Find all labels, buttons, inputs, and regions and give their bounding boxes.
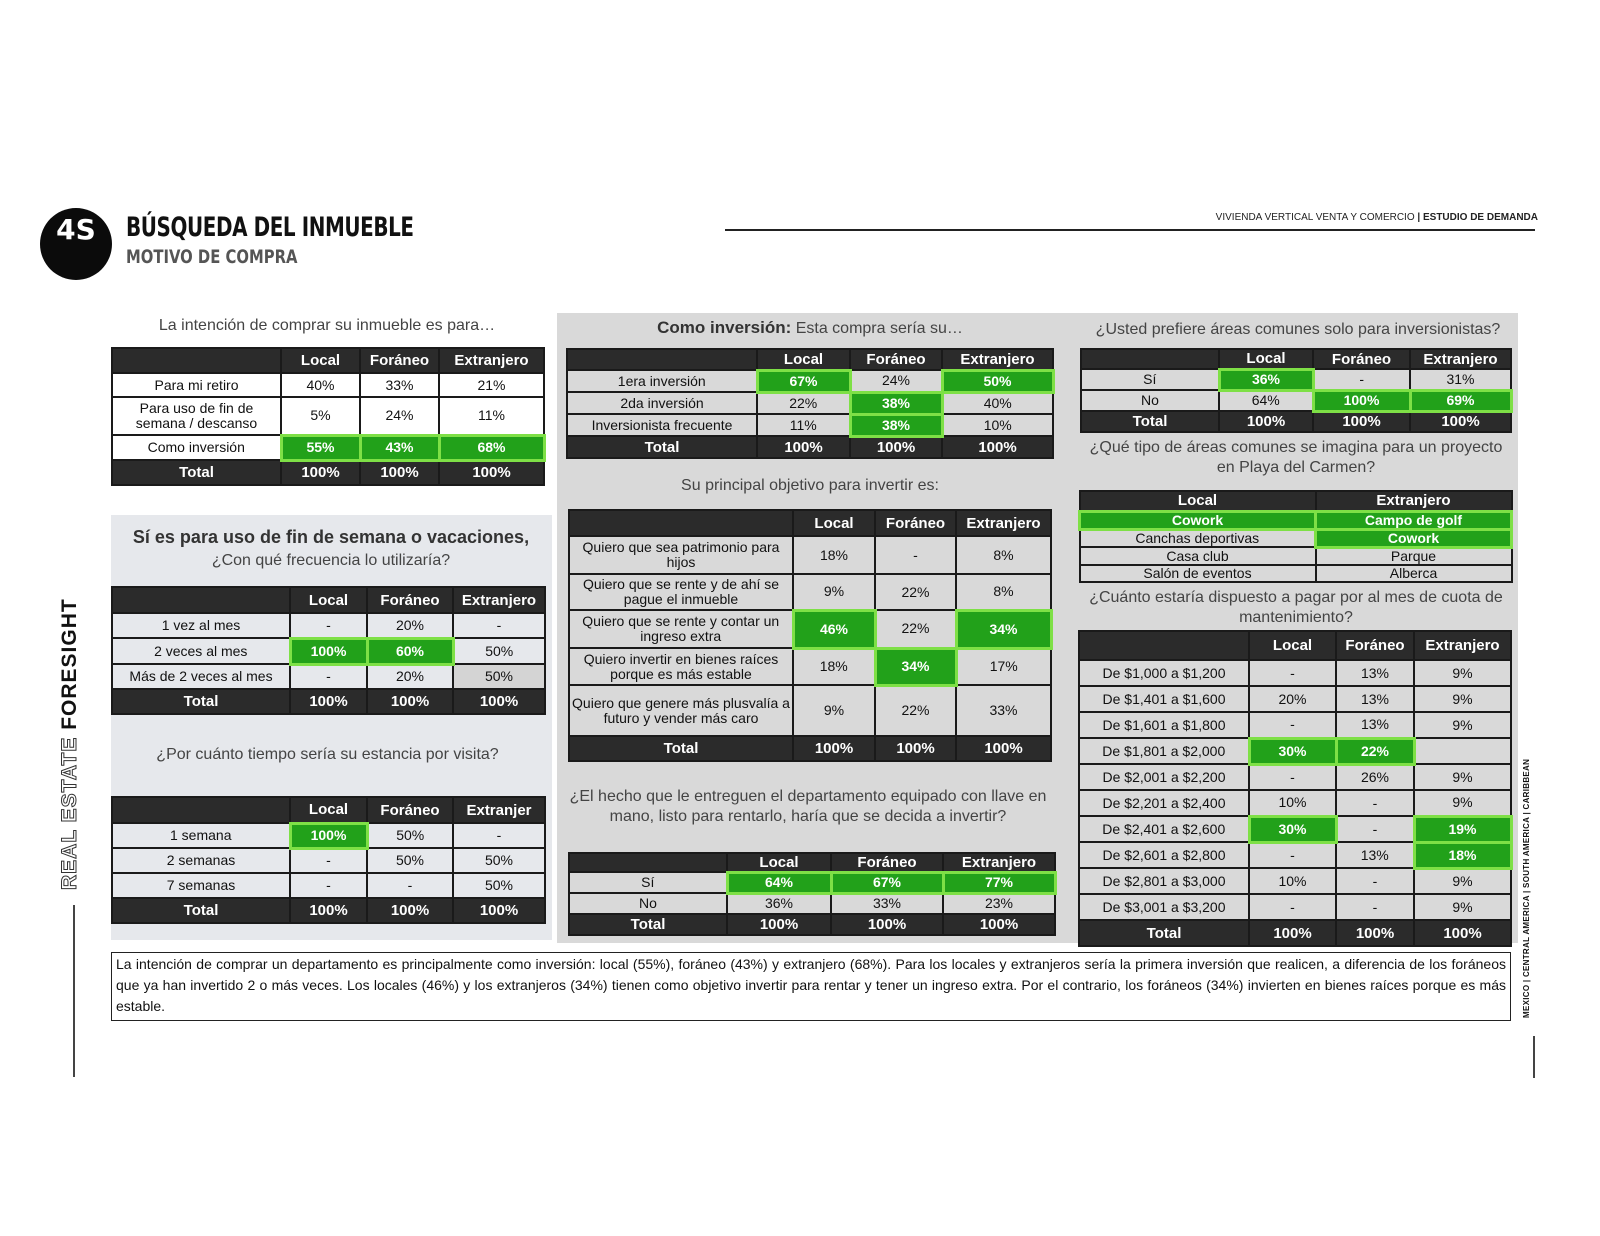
investment-table <box>566 348 1055 459</box>
t1-caption: La intención de comprar su inmueble es para… <box>158 317 496 334</box>
table-cell: - <box>1336 868 1414 894</box>
table-header-row <box>1080 491 1512 511</box>
table-cell: 1era inversión <box>567 370 757 392</box>
table-header-cell: Extranjero <box>956 510 1051 536</box>
table-cell: 100% <box>757 436 850 458</box>
table-cell: Parque <box>1316 547 1512 565</box>
table-row <box>569 536 1051 574</box>
table-cell: - <box>1249 764 1336 790</box>
table-cell: 33% <box>360 373 439 397</box>
table-header-cell: Local <box>757 349 850 370</box>
total-row <box>569 914 1055 935</box>
objective-table <box>568 509 1053 762</box>
table-cell: 50% <box>453 873 545 898</box>
table-cell: No <box>569 893 727 914</box>
table-cell: - <box>1249 712 1336 738</box>
table-cell: Total <box>567 436 757 458</box>
table-cell: 100% <box>367 689 453 714</box>
table-cell: 55% <box>281 435 360 460</box>
total-row <box>1081 411 1511 432</box>
table-cell: Para mi retiro <box>112 373 281 397</box>
table-cell: 30% <box>1249 816 1336 842</box>
table-header-cell <box>112 797 290 823</box>
table-row <box>112 373 544 397</box>
table-cell: Alberca <box>1316 565 1512 582</box>
intention-table <box>111 347 546 486</box>
table-cell: 40% <box>942 392 1053 414</box>
table-cell: 23% <box>943 893 1055 914</box>
table-cell: 60% <box>367 638 453 664</box>
table-cell: De $2,201 a $2,400 <box>1079 790 1249 816</box>
table-header-row <box>112 587 545 613</box>
table-cell: 100% <box>290 823 367 848</box>
table-cell: 100% <box>831 914 943 935</box>
table-cell: - <box>1313 369 1410 390</box>
table-cell: 9% <box>1414 764 1511 790</box>
table-row <box>1079 842 1511 868</box>
table-cell: 1 vez al mes <box>112 613 290 638</box>
table-cell: Quiero que sea patrimonio para hijos <box>569 536 793 574</box>
table-cell: 64% <box>1219 390 1313 411</box>
table-header-row <box>569 510 1051 536</box>
table-row <box>112 613 545 638</box>
t4-caption: Como inversión: Esta compra sería su… <box>657 318 963 337</box>
table-header-cell <box>1079 631 1249 660</box>
table-header-cell: Foráneo <box>1336 631 1414 660</box>
frequency-table <box>111 586 546 715</box>
table-cell: 50% <box>367 823 453 848</box>
table-row <box>1080 529 1512 547</box>
t8-caption: ¿Qué tipo de áreas comunes se imagina para un proyecto en Playa del Carmen? <box>1089 439 1503 476</box>
table-cell: Quiero que se rente y de ahí se pague el inmueble <box>569 574 793 610</box>
table-cell: 8% <box>956 574 1051 610</box>
maintenance-fee-table <box>1078 630 1513 947</box>
table-header-cell: Local <box>1219 349 1313 369</box>
table-cell: 22% <box>875 574 956 610</box>
table-cell: Cowork <box>1316 529 1512 547</box>
t6-caption: ¿El hecho que le entreguen el departamento equipado con llave en mano, listo para rentarlo, haría que se decida a invertir? <box>569 788 1047 825</box>
table-cell: 13% <box>1336 686 1414 712</box>
table-header-cell: Local <box>1249 631 1336 660</box>
t5-caption: Su principal objetivo para invertir es: <box>681 477 939 494</box>
table-cell: 9% <box>1414 686 1511 712</box>
table-cell: 100% <box>290 638 367 664</box>
common-areas-table <box>1078 490 1513 583</box>
table-cell: 100% <box>1249 920 1336 946</box>
table-row <box>569 685 1051 736</box>
total-row <box>112 460 544 485</box>
table-cell: 24% <box>850 370 942 392</box>
table-cell: 2da inversión <box>567 392 757 414</box>
table-cell: 13% <box>1336 660 1414 686</box>
table-cell: Total <box>1079 920 1249 946</box>
table-cell: 9% <box>1414 790 1511 816</box>
table-cell: 69% <box>1410 390 1511 411</box>
table-header-row <box>1079 631 1511 660</box>
table-header-cell: Extranjero <box>1410 349 1511 369</box>
table-header-cell: Extranjero <box>943 853 1055 872</box>
table-header-cell <box>1081 349 1219 369</box>
table-cell: 67% <box>757 370 850 392</box>
table-header-cell <box>567 349 757 370</box>
table-cell: Sí <box>569 872 727 893</box>
table-cell: Quiero que se rente y contar un ingreso extra <box>569 610 793 648</box>
table-row <box>1079 790 1511 816</box>
table-row <box>1079 894 1511 920</box>
table-cell: 100% <box>1219 411 1313 432</box>
table-row <box>1079 712 1511 738</box>
table-cell: 9% <box>1414 660 1511 686</box>
total-row <box>1079 920 1511 946</box>
table-cell: - <box>875 536 956 574</box>
table-header-cell: Foráneo <box>367 797 453 823</box>
table-cell: De $2,001 a $2,200 <box>1079 764 1249 790</box>
table-cell: 36% <box>1219 369 1313 390</box>
table-row <box>1079 686 1511 712</box>
table-header-cell: Extranjero <box>1316 491 1512 511</box>
table-cell: 100% <box>1336 920 1414 946</box>
table-cell: - <box>1336 816 1414 842</box>
table-cell: De $1,000 a $1,200 <box>1079 660 1249 686</box>
table-cell: 2 veces al mes <box>112 638 290 664</box>
table-cell: 9% <box>1414 894 1511 920</box>
table-row <box>112 664 545 689</box>
col-foraneo: Foráneo <box>360 348 439 373</box>
table-cell: 100% <box>1414 920 1511 946</box>
table-header-cell: Extranjero <box>1414 631 1511 660</box>
table-cell: 33% <box>831 893 943 914</box>
table-cell: Total <box>112 689 290 714</box>
total-row <box>112 689 545 714</box>
table-cell: Campo de golf <box>1316 511 1512 529</box>
table-header-cell: Local <box>290 797 367 823</box>
table-cell: 8% <box>956 536 1051 574</box>
table-row <box>569 893 1055 914</box>
col-extranjero: Extranjero <box>439 348 544 373</box>
table-row <box>1079 764 1511 790</box>
col-blank <box>112 348 281 373</box>
table-cell: 100% <box>850 436 942 458</box>
table-cell: 19% <box>1414 816 1511 842</box>
table-cell: 68% <box>439 435 544 460</box>
table-cell: 100% <box>290 689 367 714</box>
table-cell: 38% <box>850 392 942 414</box>
table-cell: 100% <box>1410 411 1511 432</box>
table-cell: 10% <box>1249 790 1336 816</box>
table-cell: Más de 2 veces al mes <box>112 664 290 689</box>
table-cell: - <box>1336 790 1414 816</box>
table-row <box>112 435 544 460</box>
table-cell: 40% <box>281 373 360 397</box>
table-cell: 18% <box>1414 842 1511 868</box>
table-cell: Casa club <box>1080 547 1316 565</box>
table-cell: 7 semanas <box>112 873 290 898</box>
table-cell: Como inversión <box>112 435 281 460</box>
table-cell: 100% <box>1313 411 1410 432</box>
total-row <box>569 736 1051 761</box>
table-cell: 46% <box>793 610 875 648</box>
table-cell: 17% <box>956 648 1051 685</box>
table-cell: 18% <box>793 648 875 685</box>
table-cell: De $2,601 a $2,800 <box>1079 842 1249 868</box>
table-row <box>1081 369 1511 390</box>
table-cell: 100% <box>942 436 1053 458</box>
table-header-row <box>1081 349 1511 369</box>
table-cell: De $1,401 a $1,600 <box>1079 686 1249 712</box>
table-cell: Para uso de fin de semana / descanso <box>112 397 281 435</box>
table-cell: De $3,001 a $3,200 <box>1079 894 1249 920</box>
table-cell: - <box>1249 842 1336 868</box>
table-cell: Canchas deportivas <box>1080 529 1316 547</box>
table-header-row <box>569 853 1055 872</box>
table-cell: 24% <box>360 397 439 435</box>
logo-4s: 4S <box>40 208 112 280</box>
table-cell: - <box>1249 894 1336 920</box>
table-cell: Total <box>569 736 793 761</box>
table-cell: 13% <box>1336 712 1414 738</box>
table-header-cell: Extranjero <box>453 587 545 613</box>
table-header-cell <box>569 853 727 872</box>
table-row <box>569 872 1055 893</box>
table-row <box>567 392 1053 414</box>
table-cell: 100% <box>875 736 956 761</box>
table-header-cell: Foráneo <box>875 510 956 536</box>
table-header-cell: Local <box>793 510 875 536</box>
table-row <box>112 848 545 873</box>
table-cell: 43% <box>360 435 439 460</box>
table-cell: 10% <box>942 414 1053 436</box>
regions-vertical: MEXICO | CENTRAL AMERICA | SOUTH AMERICA | CARIBBEAN <box>1522 758 1531 1018</box>
table-cell: 100% <box>793 736 875 761</box>
table-row <box>1079 660 1511 686</box>
total-row <box>112 898 545 923</box>
table-cell: 22% <box>875 610 956 648</box>
page-title: BÚSQUEDA DEL INMUEBLE <box>126 212 414 243</box>
t7-caption: ¿Usted prefiere áreas comunes solo para inversionistas? <box>1095 321 1501 338</box>
table-cell: 9% <box>793 574 875 610</box>
table-cell: Quiero que genere más plusvalía a futuro y vender más caro <box>569 685 793 736</box>
table-cell: 100% <box>367 898 453 923</box>
table-header-cell: Extranjero <box>942 349 1053 370</box>
table-row <box>1080 547 1512 565</box>
table-cell: 100% <box>727 914 831 935</box>
total-row <box>567 436 1053 458</box>
turnkey-table <box>568 852 1057 936</box>
table-row <box>569 574 1051 610</box>
table-cell: - <box>453 823 545 848</box>
header-divider <box>725 229 1535 231</box>
table-cell: - <box>290 664 367 689</box>
table-cell: No <box>1081 390 1219 411</box>
table-cell: 2 semanas <box>112 848 290 873</box>
table-row <box>569 610 1051 648</box>
table-cell: 9% <box>793 685 875 736</box>
table-cell: - <box>367 873 453 898</box>
table-cell: Sí <box>1081 369 1219 390</box>
table-row <box>1079 816 1511 842</box>
table-cell: Total <box>112 460 281 485</box>
table-cell: 67% <box>831 872 943 893</box>
table-cell: 38% <box>850 414 942 436</box>
table-cell: - <box>1336 894 1414 920</box>
table-cell: Cowork <box>1080 511 1316 529</box>
table-cell: 20% <box>367 664 453 689</box>
t9-caption: ¿Cuánto estaría dispuesto a pagar por al mes de cuota de mantenimiento? <box>1089 589 1503 626</box>
table-cell: 36% <box>727 893 831 914</box>
table-cell: 33% <box>956 685 1051 736</box>
table-cell: 5% <box>281 397 360 435</box>
left-rule <box>73 905 75 1077</box>
table-cell: 100% <box>281 460 360 485</box>
table-cell: 50% <box>942 370 1053 392</box>
table-header-cell: Foráneo <box>850 349 942 370</box>
table-header-cell: Foráneo <box>1313 349 1410 369</box>
table-cell: 100% <box>360 460 439 485</box>
table-cell: - <box>290 873 367 898</box>
table-header-row <box>567 349 1053 370</box>
table-cell: 100% <box>1313 390 1410 411</box>
table-cell: 100% <box>943 914 1055 935</box>
table-cell: Salón de eventos <box>1080 565 1316 582</box>
table-cell: 26% <box>1336 764 1414 790</box>
table-header-cell: Local <box>1080 491 1316 511</box>
table-row <box>1079 738 1511 764</box>
table-header-row <box>112 797 545 823</box>
table-cell: Inversionista frecuente <box>567 414 757 436</box>
table-cell: 100% <box>290 898 367 923</box>
table-row <box>1080 565 1512 582</box>
table-cell: 11% <box>757 414 850 436</box>
table-row <box>569 648 1051 685</box>
table-cell: 50% <box>367 848 453 873</box>
table-cell: 22% <box>1336 738 1414 764</box>
table-row <box>1080 511 1512 529</box>
table-header-cell: Local <box>727 853 831 872</box>
table-cell: 50% <box>453 664 545 689</box>
table-header-cell <box>112 587 290 613</box>
table-cell: 64% <box>727 872 831 893</box>
table-cell: 34% <box>875 648 956 685</box>
table-cell: 20% <box>367 613 453 638</box>
table-cell: 100% <box>453 898 545 923</box>
brand-vertical: REAL ESTATE FORESIGHT <box>58 598 81 890</box>
table-cell: 34% <box>956 610 1051 648</box>
table-cell: 9% <box>1414 868 1511 894</box>
table-cell: 9% <box>1414 712 1511 738</box>
table-cell: 1 semana <box>112 823 290 848</box>
table-row <box>567 414 1053 436</box>
table-cell: Total <box>569 914 727 935</box>
table-cell: Quiero invertir en bienes raíces porque es más estable <box>569 648 793 685</box>
table-cell: 77% <box>943 872 1055 893</box>
t2-caption: Sí es para uso de fin de semana o vacaciones, ¿Con qué frecuencia lo utilizaría? <box>132 527 530 569</box>
table-row <box>112 397 544 435</box>
table-cell: De $1,601 a $1,800 <box>1079 712 1249 738</box>
investor-areas-table <box>1080 348 1513 433</box>
t3-caption: ¿Por cuánto tiempo sería su estancia por visita? <box>156 746 499 763</box>
table-row <box>1081 390 1511 411</box>
table-cell: - <box>1249 660 1336 686</box>
table-cell: Total <box>1081 411 1219 432</box>
table-row <box>1079 868 1511 894</box>
table-cell: 18% <box>793 536 875 574</box>
header-tagline: VIVIENDA VERTICAL VENTA Y COMERCIO | ESTUDIO DE DEMANDA <box>1215 212 1538 223</box>
table-header-cell <box>569 510 793 536</box>
table-row <box>112 823 545 848</box>
table-row <box>112 638 545 664</box>
table-cell: 20% <box>1249 686 1336 712</box>
table-row <box>112 873 545 898</box>
table-cell: De $2,401 a $2,600 <box>1079 816 1249 842</box>
table-cell: 100% <box>439 460 544 485</box>
table-cell: 30% <box>1249 738 1336 764</box>
table-cell: 22% <box>757 392 850 414</box>
right-rule <box>1533 1036 1535 1078</box>
stay-table <box>111 796 546 924</box>
table-cell: - <box>290 848 367 873</box>
page-subtitle: MOTIVO DE COMPRA <box>126 246 298 268</box>
col-local: Local <box>281 348 360 373</box>
table-cell: - <box>453 613 545 638</box>
table-cell <box>1414 738 1511 764</box>
table-row <box>567 370 1053 392</box>
table-cell: 100% <box>453 689 545 714</box>
table-cell: 10% <box>1249 868 1336 894</box>
table-header-cell: Extranjer <box>453 797 545 823</box>
table-cell: Total <box>112 898 290 923</box>
table-cell: De $1,801 a $2,000 <box>1079 738 1249 764</box>
table-cell: 31% <box>1410 369 1511 390</box>
table-cell: 11% <box>439 397 544 435</box>
table-header-cell: Foráneo <box>367 587 453 613</box>
table-cell: 50% <box>453 848 545 873</box>
table-cell: De $2,801 a $3,000 <box>1079 868 1249 894</box>
conclusion-note: La intención de comprar un departamento es principalmente como inversión: local (55%), foráneo (43%) y extranjero (68%). Para los locales y extranjeros sería la primera inversión que realicen, a diferencia de los foráneos que ya han invertido 2 o más veces. Los locales (46%) y los extranjeros (34%) tienen como objetivo invertir para rentar y tener un ingreso extra. Por el contrario, los foráneos (34%) invierten en bienes raíces porque es más estable. <box>111 952 1511 1021</box>
table-cell: 13% <box>1336 842 1414 868</box>
table-header-cell: Local <box>290 587 367 613</box>
table-cell: - <box>290 613 367 638</box>
table-cell: 22% <box>875 685 956 736</box>
table-cell: 21% <box>439 373 544 397</box>
table-header-row <box>112 348 544 373</box>
table-header-cell: Foráneo <box>831 853 943 872</box>
table-cell: 50% <box>453 638 545 664</box>
table-cell: 100% <box>956 736 1051 761</box>
